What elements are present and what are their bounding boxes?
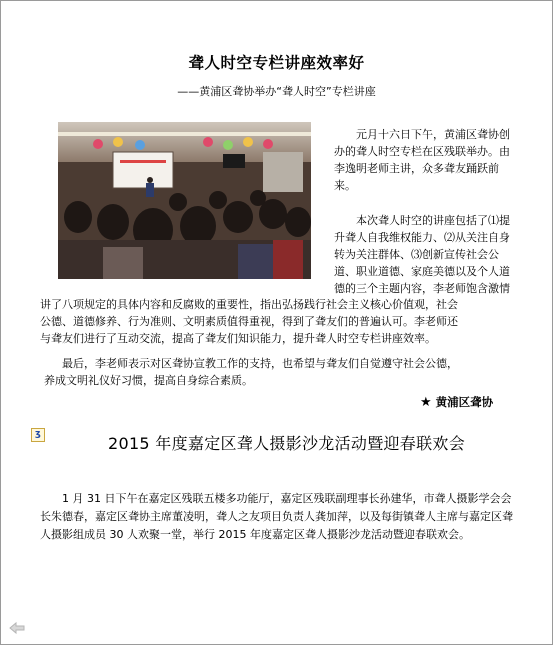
signature-text: 黄浦区聋协: [435, 395, 494, 409]
article1-line: 养成文明礼仪好习惯，提高自身综合素质。: [44, 374, 253, 387]
article1-line: 公德、道德修养、行为准则、文明素质值得重视，得到了聋友们的普遍认可。李老师还: [40, 315, 458, 328]
image-thumbnail-icon[interactable]: ʒ: [31, 428, 45, 442]
article1-line: 最后，李老师表示对区聋协宣教工作的支持，也希望与聋友们自觉遵守社会公德，: [62, 357, 458, 370]
lecture-photo: [58, 122, 311, 279]
article2-body: [40, 490, 515, 544]
star-icon: ★: [420, 395, 432, 410]
article1-paragraph-1: 元月十六日下午，黄浦区聋协创办的聋人时空专栏在区残联举办。由李逸明老师主讲，众多聋友踊跃前来。: [334, 128, 510, 192]
back-arrow-icon[interactable]: [9, 620, 25, 634]
article1-signature: [420, 394, 493, 410]
article1-title: 聋人时空专栏讲座效率好: [188, 54, 365, 72]
article1-line: 与聋友们进行了互动交流，提高了聋友们知识能力，提升聋人时空专栏讲座效率。: [40, 332, 436, 345]
article1-subtitle: ——黄浦区聋协举办“聋人时空”专栏讲座: [177, 85, 376, 98]
article1-line: 讲了八项规定的具体内容和反腐败的重要性，指出弘扬践行社会主义核心价值观，社会: [40, 298, 458, 311]
article2-body-text: 1 月 31 日下午在嘉定区残联五楼多功能厅，嘉定区残联副理事长孙建华，市聋人摄影学会会长朱德春，嘉定区聋协主席董凌明，聋人之友项目负责人龚加萍，以及每街镇聋人主席与嘉定区聋人摄影组成员 30 人欢聚一堂，举行 2015 年度嘉定区聋人摄影沙龙活动暨迎春联欢会。: [40, 492, 513, 541]
article2-title: 2015 年度嘉定区聋人摄影沙龙活动暨迎春联欢会: [107, 434, 465, 453]
article1-paragraph-2: 本次聋人时空的讲座包括了⑴提升聋人自我维权能力、⑵从关注自身转为关注群体、⑶创新宣传社会公道、职业道德、家庭美德以及个人道德的三个主题内容，李老师饱含激情: [334, 214, 510, 295]
back-arrow-icon-glyph: [9, 621, 25, 635]
lecture-photo-image: [58, 122, 311, 279]
